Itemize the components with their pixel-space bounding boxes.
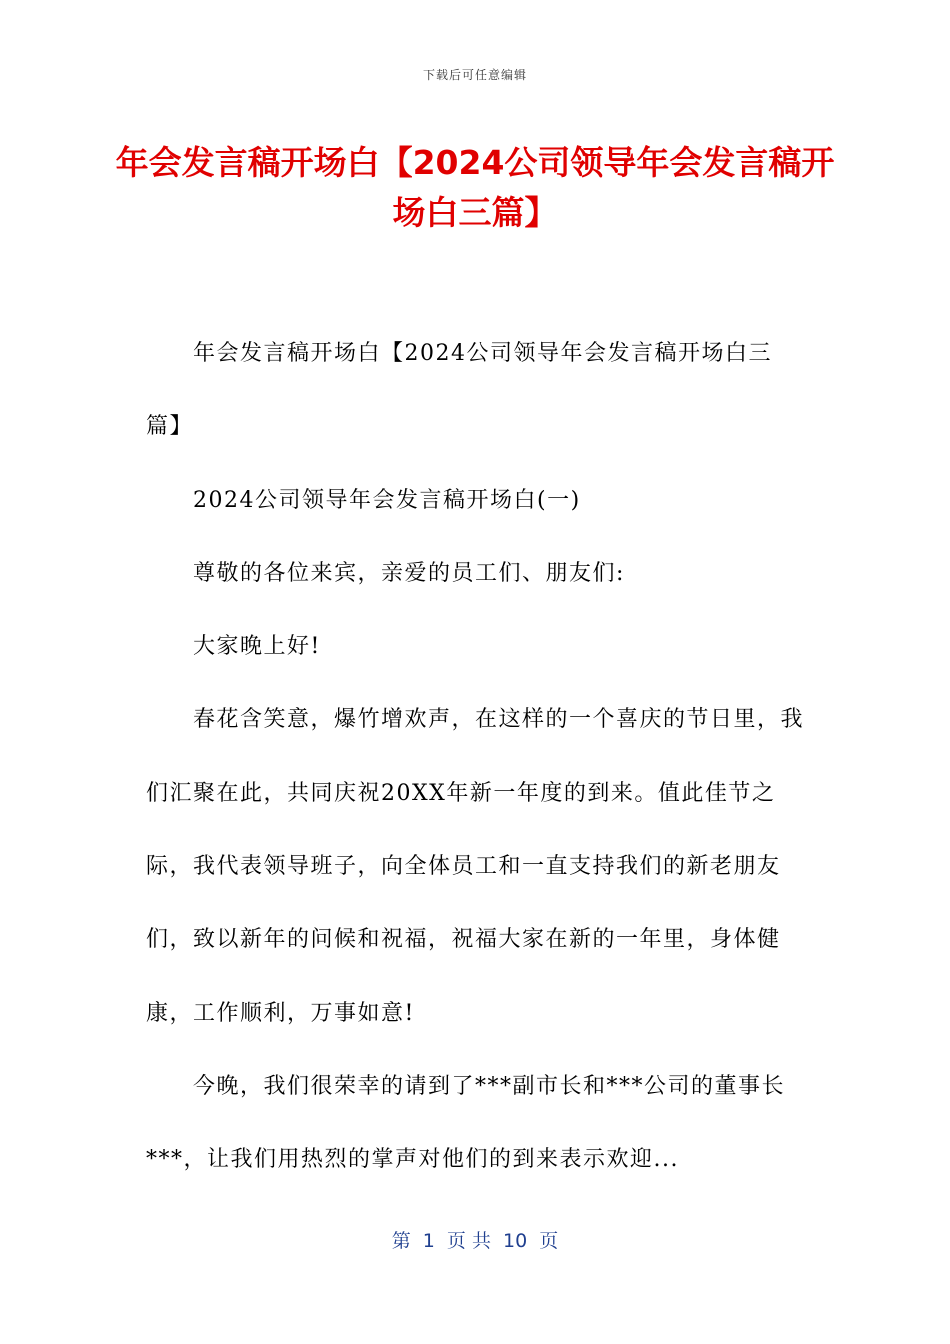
page-number-footer: 第 1 页 共 10 页 — [391, 1230, 559, 1252]
paragraph-section-heading: 2024公司领导年会发言稿开场白(一) — [193, 487, 581, 513]
document-body — [146, 317, 806, 1197]
paragraph-intro-title: 年会发言稿开场白【2024公司领导年会发言稿开场白三篇】 — [146, 341, 772, 440]
paragraph-greeting: 大家晚上好! — [193, 634, 321, 660]
paragraph-salutation: 尊敬的各位来宾，亲爱的员工们、朋友们: — [193, 560, 625, 586]
document-title: 年会发言稿开场白【2024公司领导年会发言稿开场白三篇】 — [115, 143, 835, 232]
paragraph-main: 春花含笑意，爆竹增欢声，在这样的一个喜庆的节日里，我们汇聚在此，共同庆祝20XX年新一年度的到来。值此佳节之际，我代表领导班子，向全体员工和一直支持我们的新老朋友们，致以新年的问候和祝福，祝福大家在新的一年里，身体健康，工作顺利，万事如意! — [146, 707, 805, 1026]
header-note: 下载后可任意编辑 — [422, 68, 527, 82]
paragraph-welcome: 今晚，我们很荣幸的请到了***副市长和***公司的董事长***，让我们用热烈的掌声对他们的到来表示欢迎... — [146, 1073, 786, 1173]
